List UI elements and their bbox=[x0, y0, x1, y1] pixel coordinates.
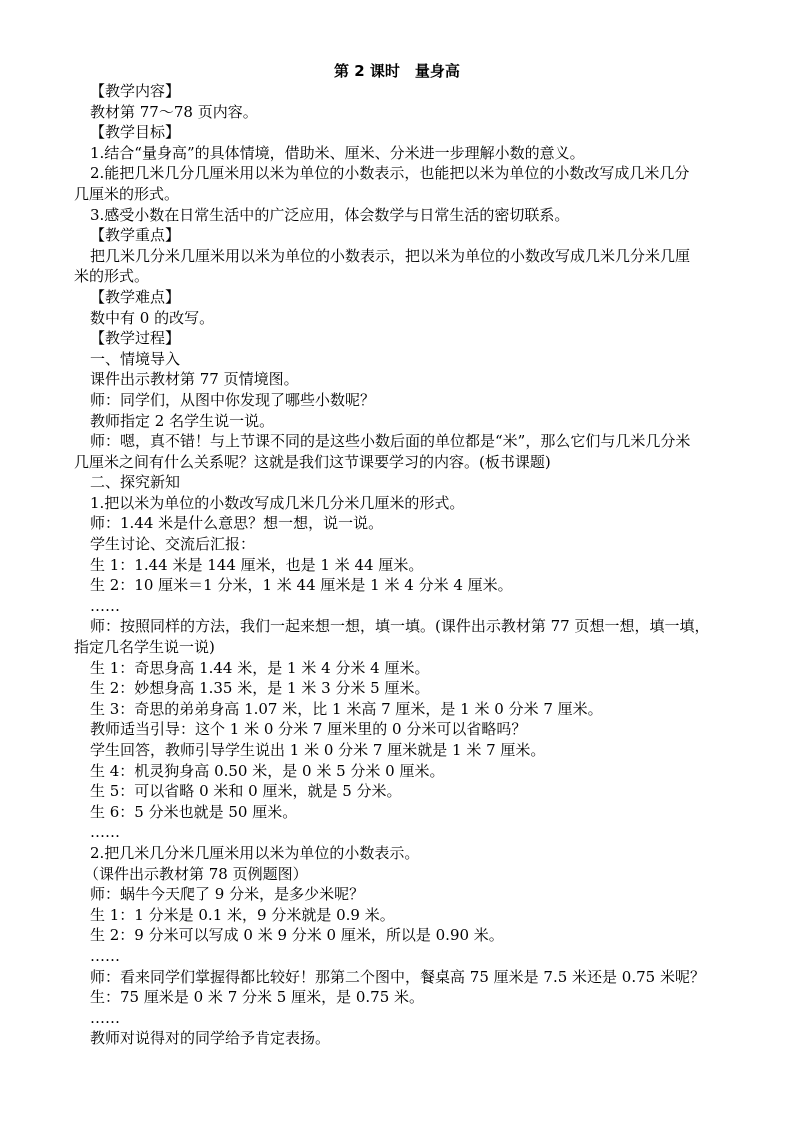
section-heading: 【教学目标】 bbox=[90, 123, 181, 142]
paragraph-line: 学生回答，教师引导学生说出 1 米 0 分米 7 厘米就是 1 米 7 厘米。 bbox=[90, 741, 546, 759]
paragraph-line: 生 4：机灵狗身高 0.50 米，是 0 米 5 分米 0 厘米。 bbox=[90, 761, 445, 780]
paragraph-line: 生 1：1 分米是 0.1 米，9 分米就是 0.9 米。 bbox=[90, 905, 395, 924]
paragraph-line: 1.把以米为单位的小数改写成几米几分米几厘米的形式。 bbox=[90, 493, 465, 512]
paragraph-line: 教材第 77～78 页内容。 bbox=[90, 102, 258, 121]
section-heading: 【教学重点】 bbox=[90, 226, 181, 245]
paragraph-line: 师：蜗牛今天爬了 9 分米，是多少米呢？ bbox=[90, 885, 365, 904]
paragraph-line: 生 6：5 分米也就是 50 厘米。 bbox=[90, 802, 298, 821]
paragraph-line: 2.能把几米几分几厘米用以米为单位的小数表示，也能把以米为单位的小数改写成几米几分 bbox=[90, 164, 690, 183]
paragraph-line: 学生讨论、交流后汇报： bbox=[90, 535, 256, 554]
section-heading: 【教学过程】 bbox=[90, 329, 181, 348]
paragraph-line: 教师适当引导：这个 1 米 0 分米 7 厘米里的 0 分米可以省略吗？ bbox=[90, 720, 527, 739]
paragraph-line: 教师指定 2 名学生说一说。 bbox=[90, 411, 275, 430]
paragraph-line: （课件出示教材第 78 页例题图） bbox=[84, 864, 308, 883]
paragraph-line: 数中有 0 的改写。 bbox=[90, 308, 215, 327]
paragraph-line: 3.感受小数在日常生活中的广泛应用，体会数学与日常生活的密切联系。 bbox=[90, 205, 570, 224]
paragraph-line: 教师对说得对的同学给予肯定表扬。 bbox=[90, 1029, 331, 1048]
ellipsis-line: …… bbox=[90, 946, 120, 965]
section-heading: 【教学内容】 bbox=[90, 82, 181, 100]
paragraph-line: 生 2：9 分米可以写成 0 米 9 分米 0 厘米，所以是 0.90 米。 bbox=[90, 926, 504, 945]
section-heading: 【教学难点】 bbox=[90, 287, 181, 306]
paragraph-line: 指定几名学生说一说) bbox=[74, 638, 215, 657]
lesson-title: 第 2 课时 量身高 bbox=[334, 62, 460, 80]
paragraph-line: 生 5：可以省略 0 米和 0 厘米，就是 5 分米。 bbox=[90, 782, 402, 801]
paragraph-line: 生：75 厘米是 0 米 7 分米 5 厘米，是 0.75 米。 bbox=[90, 988, 425, 1007]
paragraph-line: 2.把几米几分米几厘米用以米为单位的小数表示。 bbox=[90, 843, 420, 862]
paragraph-line: 米的形式。 bbox=[74, 267, 150, 286]
paragraph-line: 一、情境导入 bbox=[90, 349, 181, 368]
paragraph-line: 生 3：奇思的弟弟身高 1.07 米，比 1 米高 7 厘米，是 1 米 0 分米 7 厘米。 bbox=[90, 699, 603, 718]
paragraph-line: 1.结合“量身高”的具体情境，借助米、厘米、分米进一步理解小数的意义。 bbox=[90, 143, 585, 162]
paragraph-line: 师：1.44 米是什么意思？想一想，说一说。 bbox=[90, 514, 384, 533]
paragraph-line: 生 1：1.44 米是 144 厘米，也是 1 米 44 厘米。 bbox=[90, 555, 424, 574]
paragraph-line: 师：同学们，从图中你发现了哪些小数呢？ bbox=[90, 390, 376, 409]
ellipsis-line: …… bbox=[90, 596, 120, 615]
paragraph-line: 生 2：妙想身高 1.35 米，是 1 米 3 分米 5 厘米。 bbox=[90, 679, 430, 698]
paragraph-line: 生 1：奇思身高 1.44 米，是 1 米 4 分米 4 厘米。 bbox=[90, 658, 430, 677]
paragraph-line: 二、探究新知 bbox=[90, 473, 181, 492]
paragraph-line: 师：按照同样的方法，我们一起来想一想，填一填。(课件出示教材第 77 页想一想，填一填， bbox=[90, 617, 710, 636]
paragraph-line: 几厘米的形式。 bbox=[74, 184, 180, 203]
paragraph-line: 生 2：10 厘米＝1 分米，1 米 44 厘米是 1 米 4 分米 4 厘米。 bbox=[90, 576, 513, 595]
paragraph-line: 把几米几分米几厘米用以米为单位的小数表示，把以米为单位的小数改写成几米几分米几厘 bbox=[90, 246, 691, 265]
ellipsis-line: …… bbox=[90, 1008, 120, 1027]
lesson-body bbox=[74, 81, 740, 1049]
paragraph-line: 师：嗯，真不错！与上节课不同的是这些小数后面的单位都是“米”，那么它们与几米几分米 bbox=[90, 432, 691, 451]
paragraph-line: 几厘米之间有什么关系呢？这就是我们这节课要学习的内容。(板书课题) bbox=[74, 452, 551, 471]
ellipsis-line: …… bbox=[90, 823, 120, 842]
paragraph-line: 师：看来同学们掌握得都比较好！那第二个图中，餐桌高 75 厘米是 7.5 米还是 0.75 米呢？ bbox=[90, 967, 705, 986]
paragraph-line: 课件出示教材第 77 页情境图。 bbox=[90, 370, 299, 389]
